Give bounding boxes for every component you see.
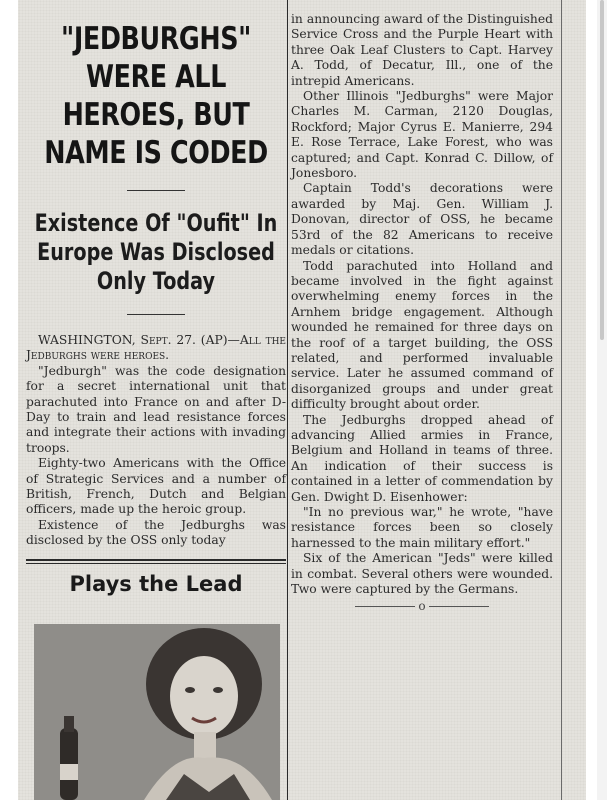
end-mark-symbol: o (418, 599, 426, 614)
article-paragraph: Existence of the Jedburghs was disclosed by the OSS only today (26, 517, 286, 548)
photo-illustration (34, 624, 280, 800)
article-paragraph: Other Illinois "Jedburghs" were Major Charles M. Carman, 2120 Douglas, Rockford; Major Cyrus E. Manierre, 294 E. Rose Terrace, Lake Forest, who was captured; and Capt. Konrad C. Dillow, of Jonesboro. (291, 89, 553, 181)
article-paragraph: Six of the American "Jeds" were killed in combat. Several others were wounded. Two were captured by the Germans. (291, 551, 553, 597)
end-mark-line (429, 606, 489, 607)
headline: "JEDBURGHS" WERE ALL HEROES, BUT NAME IS CODED (44, 21, 268, 171)
end-mark-line (355, 606, 415, 607)
left-column (26, 12, 286, 600)
end-of-article-mark (291, 599, 553, 613)
right-column-rule (561, 0, 562, 800)
section-divider-thin (26, 563, 286, 564)
article-paragraph: in announcing award of the Distinguished Service Cross and the Purple Heart with three Oak Leaf Clusters to Capt. Harvey A. Todd, of Decatur, Ill., one of the intrepid Americans. (291, 12, 553, 88)
right-column (291, 12, 553, 613)
actress-photo (34, 624, 280, 800)
headline-divider (127, 190, 185, 191)
article-paragraph: Eighty-two Americans with the Office of Strategic Services and a number of British, French, Dutch and Belgian officers, made up the heroic group. (26, 456, 286, 517)
subhead-divider (127, 314, 185, 315)
article-paragraph: WASHINGTON, Sept. 27. (AP)—All the Jedburghs were heroes. (26, 333, 286, 363)
article-paragraph: Captain Todd's decorations were awarded by Maj. Gen. William J. Donovan, director of OSS, he became 53rd of the 82 Americans to receive medals or citations. (291, 181, 553, 258)
left-article-body (26, 333, 286, 549)
article-paragraph: "Jedburgh" was the code designation for a secret international unit that parachuted into France on and after D-Day to train and lead resistance forces and integrate their actions with invading troops. (26, 363, 286, 455)
photo-caption: Plays the Lead (69, 571, 243, 596)
article-paragraph: The Jedburghs dropped ahead of advancing Allied armies in France, Belgium and Holland in teams of three. An indication of their success is contained in a letter of commendation by Gen. Dwight D. Eisenhower: (291, 412, 553, 504)
section-divider (26, 559, 286, 561)
article-paragraph: Todd parachuted into Holland and became involved in the fight against overwhelming enemy forces in the Arnhem bridge engagement. Although wounded he remained for three days on the roof of a target building, the OSS related, and performed invaluable service. Later he assumed command of disorganized groups and under great difficulty brought about order. (291, 258, 553, 412)
article-paragraph: "In no previous war," he wrote, "have resistance forces been so closely harnessed to the main military effort." (291, 505, 553, 550)
right-article-body (291, 12, 553, 597)
scrollbar-thumb[interactable] (600, 0, 604, 340)
subheadline: Existence Of "Oufit" In Europe Was Disclosed Only Today (34, 209, 278, 295)
